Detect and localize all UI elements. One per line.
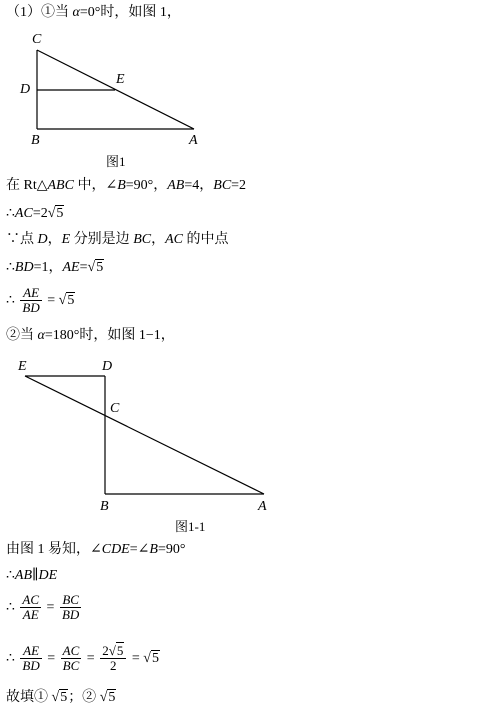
fraction <box>61 644 82 673</box>
label-A: A <box>258 499 267 514</box>
text: AB <box>167 178 185 193</box>
text: AE <box>62 260 80 275</box>
text: 2 <box>102 643 109 659</box>
label-B: B <box>100 499 109 514</box>
sqrt: √5 <box>143 651 159 666</box>
denominator: BD <box>61 607 80 623</box>
sqrt: √5 <box>58 293 75 308</box>
text: =4， <box>184 178 214 193</box>
line-midpoints <box>6 231 228 249</box>
text: ∵点 <box>6 232 38 247</box>
numerator: BC <box>60 593 81 608</box>
line-angle-equal <box>6 541 185 559</box>
sqrt: √5 <box>99 690 116 705</box>
radicand: 5 <box>96 260 104 275</box>
fraction <box>20 644 41 673</box>
figure-2-caption: 图1-1 <box>175 519 206 534</box>
line-ratio-3 <box>6 642 160 676</box>
text: 由图 1 易知，∠ <box>6 542 102 557</box>
text: =90° <box>157 542 186 557</box>
text: 分别是边 <box>70 232 134 247</box>
text: BD <box>14 260 34 275</box>
text: BC <box>213 178 232 193</box>
fraction <box>60 593 81 622</box>
text: =1， <box>33 260 63 275</box>
line-answer <box>6 689 116 707</box>
sqrt: √5 <box>87 260 104 275</box>
text: AC <box>14 206 33 221</box>
denominator: BD <box>22 658 40 674</box>
text: ∴ <box>6 206 15 221</box>
text: =180°时，如图 1−1， <box>44 328 175 343</box>
label-C: C <box>32 32 42 47</box>
numerator: AC <box>22 592 40 608</box>
radicand: 5 <box>151 651 159 666</box>
line-case-alpha-180 <box>6 327 175 345</box>
text: = <box>83 651 99 666</box>
radicand: 5 <box>116 643 124 659</box>
text: BC <box>133 232 152 247</box>
text: ∴ <box>6 568 15 583</box>
text: = <box>79 260 88 275</box>
text: = <box>128 651 144 666</box>
line-ratio-2 <box>6 591 83 625</box>
numerator: AC <box>62 643 80 659</box>
numerator: AE <box>20 286 41 301</box>
text: ， <box>47 232 62 247</box>
text: ∴ <box>6 651 19 666</box>
fraction <box>100 644 126 673</box>
text: ②当 <box>6 328 38 343</box>
text: E <box>61 232 71 247</box>
sqrt: √5 <box>51 690 68 705</box>
text: 的中点 <box>182 232 229 247</box>
text: =2 <box>32 206 48 221</box>
radicand: 5 <box>67 293 75 308</box>
text: AC <box>165 232 183 247</box>
text: CDE <box>101 542 130 557</box>
alpha-symbol: α <box>37 328 45 343</box>
text: ， <box>151 232 166 247</box>
radicand: 5 <box>56 206 64 221</box>
text: =0°时，如图 1， <box>79 5 181 20</box>
text: =2 <box>231 178 247 193</box>
text: = <box>43 293 59 308</box>
text: =∠ <box>129 542 150 557</box>
fraction <box>20 593 41 622</box>
radicand: 5 <box>60 690 68 705</box>
text: B <box>149 542 158 557</box>
text: 中，∠ <box>73 178 118 193</box>
label-B: B <box>31 133 40 148</box>
text: ABC <box>47 178 74 193</box>
label-E: E <box>116 72 125 87</box>
text: ；② <box>68 690 100 705</box>
text: 在 Rt△ <box>6 178 48 193</box>
denominator: 2 <box>110 658 117 674</box>
text: =90°， <box>125 178 168 193</box>
text: DE <box>38 568 58 583</box>
denominator: AE <box>22 607 39 623</box>
text: ∴ <box>6 600 19 615</box>
denominator: BD <box>22 300 40 316</box>
figure-1-caption: 图1 <box>106 154 126 169</box>
numerator <box>100 644 126 659</box>
label-D: D <box>20 82 31 97</box>
label-C: C <box>110 401 120 416</box>
label-E: E <box>18 359 27 374</box>
alpha-symbol: α <box>72 5 80 20</box>
sqrt: √5 <box>47 206 64 221</box>
line-ac-value <box>6 205 64 223</box>
text: ∴ <box>6 260 15 275</box>
line-parallel <box>6 567 57 585</box>
text: 故填① <box>6 690 52 705</box>
sqrt: √5 <box>108 643 124 659</box>
text: = <box>43 600 58 615</box>
text: ∥ <box>32 568 39 583</box>
fraction <box>20 286 41 315</box>
line-bd-ae <box>6 259 104 277</box>
text: D <box>37 232 48 247</box>
text: ∴ <box>6 293 19 308</box>
radicand: 5 <box>108 690 116 705</box>
label-A: A <box>189 133 198 148</box>
denominator: BC <box>62 658 80 674</box>
text: （1）①当 <box>6 5 73 20</box>
segment-EA <box>25 376 264 494</box>
numerator: AE <box>20 644 41 659</box>
label-D: D <box>102 359 113 374</box>
text: = <box>43 651 59 666</box>
line-ratio-1 <box>6 285 75 317</box>
text: AB <box>14 568 33 583</box>
line-triangle-given <box>6 177 246 195</box>
text: B <box>117 178 126 193</box>
